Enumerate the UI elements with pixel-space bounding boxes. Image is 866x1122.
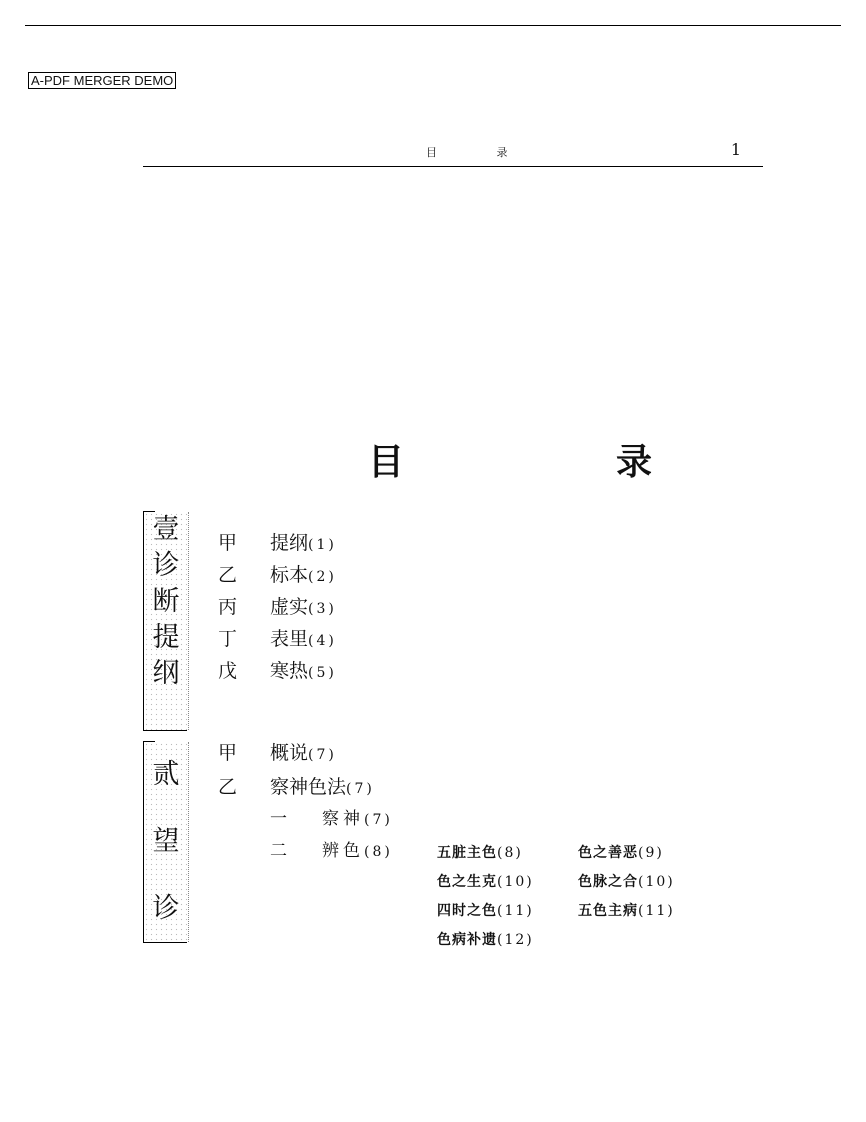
entry-title: 提纲: [270, 532, 309, 554]
item-title: 色之生克: [437, 874, 497, 890]
entry-page: (5): [308, 665, 337, 681]
running-header-title: 目 录: [426, 146, 536, 159]
page-number: 1: [730, 140, 741, 159]
subentry-page: (7): [364, 812, 393, 828]
section-label-char: 贰: [152, 759, 180, 791]
entry-title: 表里: [270, 628, 309, 650]
subentry-number: 一: [270, 809, 287, 829]
item-page: (11): [638, 903, 675, 919]
entry-number: 乙: [218, 776, 238, 798]
entry-title: 虚实: [270, 596, 309, 618]
item-title: 四时之色: [437, 903, 497, 919]
entry-page: (7): [308, 747, 337, 763]
toc-subentry[interactable]: [270, 808, 393, 831]
item-page: (9): [638, 845, 664, 861]
toc-entry[interactable]: [218, 775, 375, 801]
entry-title: 概说: [270, 742, 309, 764]
toc-item[interactable]: [578, 901, 675, 921]
item-page: (8): [497, 845, 523, 861]
header-rule: [143, 166, 763, 167]
item-title: 五脏主色: [437, 845, 497, 861]
toc-entry[interactable]: [218, 595, 337, 621]
item-page: (12): [497, 932, 534, 948]
subentry-title: 察神: [322, 809, 364, 829]
entry-page: (3): [308, 601, 337, 617]
toc-subentry[interactable]: [270, 840, 393, 863]
section-label-2: [143, 742, 189, 942]
entry-page: (4): [308, 633, 337, 649]
entry-title: 寒热: [270, 660, 309, 682]
entry-number: 丙: [218, 596, 238, 618]
section-label-1: [143, 512, 189, 730]
entry-page: (2): [308, 569, 337, 585]
section-label-char: 诊: [152, 550, 180, 581]
item-page: (10): [638, 874, 675, 890]
section-label-char: 壹: [152, 514, 180, 545]
toc-item[interactable]: [437, 930, 534, 950]
toc-entry[interactable]: [218, 627, 337, 653]
toc-title: 目 录: [368, 441, 741, 483]
toc-item[interactable]: [437, 872, 534, 892]
section-label-char: 望: [152, 825, 180, 857]
item-page: (11): [497, 903, 534, 919]
entry-number: 丁: [218, 628, 238, 650]
section-label-char: 诊: [152, 892, 180, 924]
toc-entry[interactable]: [218, 741, 337, 767]
subentry-number: 二: [270, 841, 287, 861]
running-header: [143, 140, 763, 168]
entry-number: 戊: [218, 660, 238, 682]
top-rule: [25, 25, 841, 26]
entry-number: 甲: [218, 532, 238, 554]
entry-number: 甲: [218, 742, 238, 764]
item-title: 色之善恶: [578, 845, 638, 861]
section-label-char: 断: [152, 586, 180, 617]
item-title: 色病补遗: [437, 932, 497, 948]
watermark: A-PDF MERGER DEMO: [28, 72, 176, 89]
subentry-title: 辨色: [322, 841, 364, 861]
toc-item[interactable]: [578, 843, 664, 863]
item-page: (10): [497, 874, 534, 890]
section-label-char: 提: [152, 622, 180, 653]
entry-page: (7): [346, 781, 375, 797]
toc-item[interactable]: [437, 901, 534, 921]
entry-title: 察神色法: [270, 776, 347, 798]
toc-item[interactable]: [578, 872, 675, 892]
toc-entry[interactable]: [218, 563, 337, 589]
item-title: 色脉之合: [578, 874, 638, 890]
entry-number: 乙: [218, 564, 238, 586]
toc-entry[interactable]: [218, 659, 337, 685]
toc-entry[interactable]: [218, 531, 337, 557]
section-label-char: 纲: [152, 658, 180, 689]
entry-page: (1): [308, 537, 337, 553]
item-title: 五色主病: [578, 903, 638, 919]
subentry-page: (8): [364, 844, 393, 860]
toc-item[interactable]: [437, 843, 523, 863]
entry-title: 标本: [270, 564, 309, 586]
